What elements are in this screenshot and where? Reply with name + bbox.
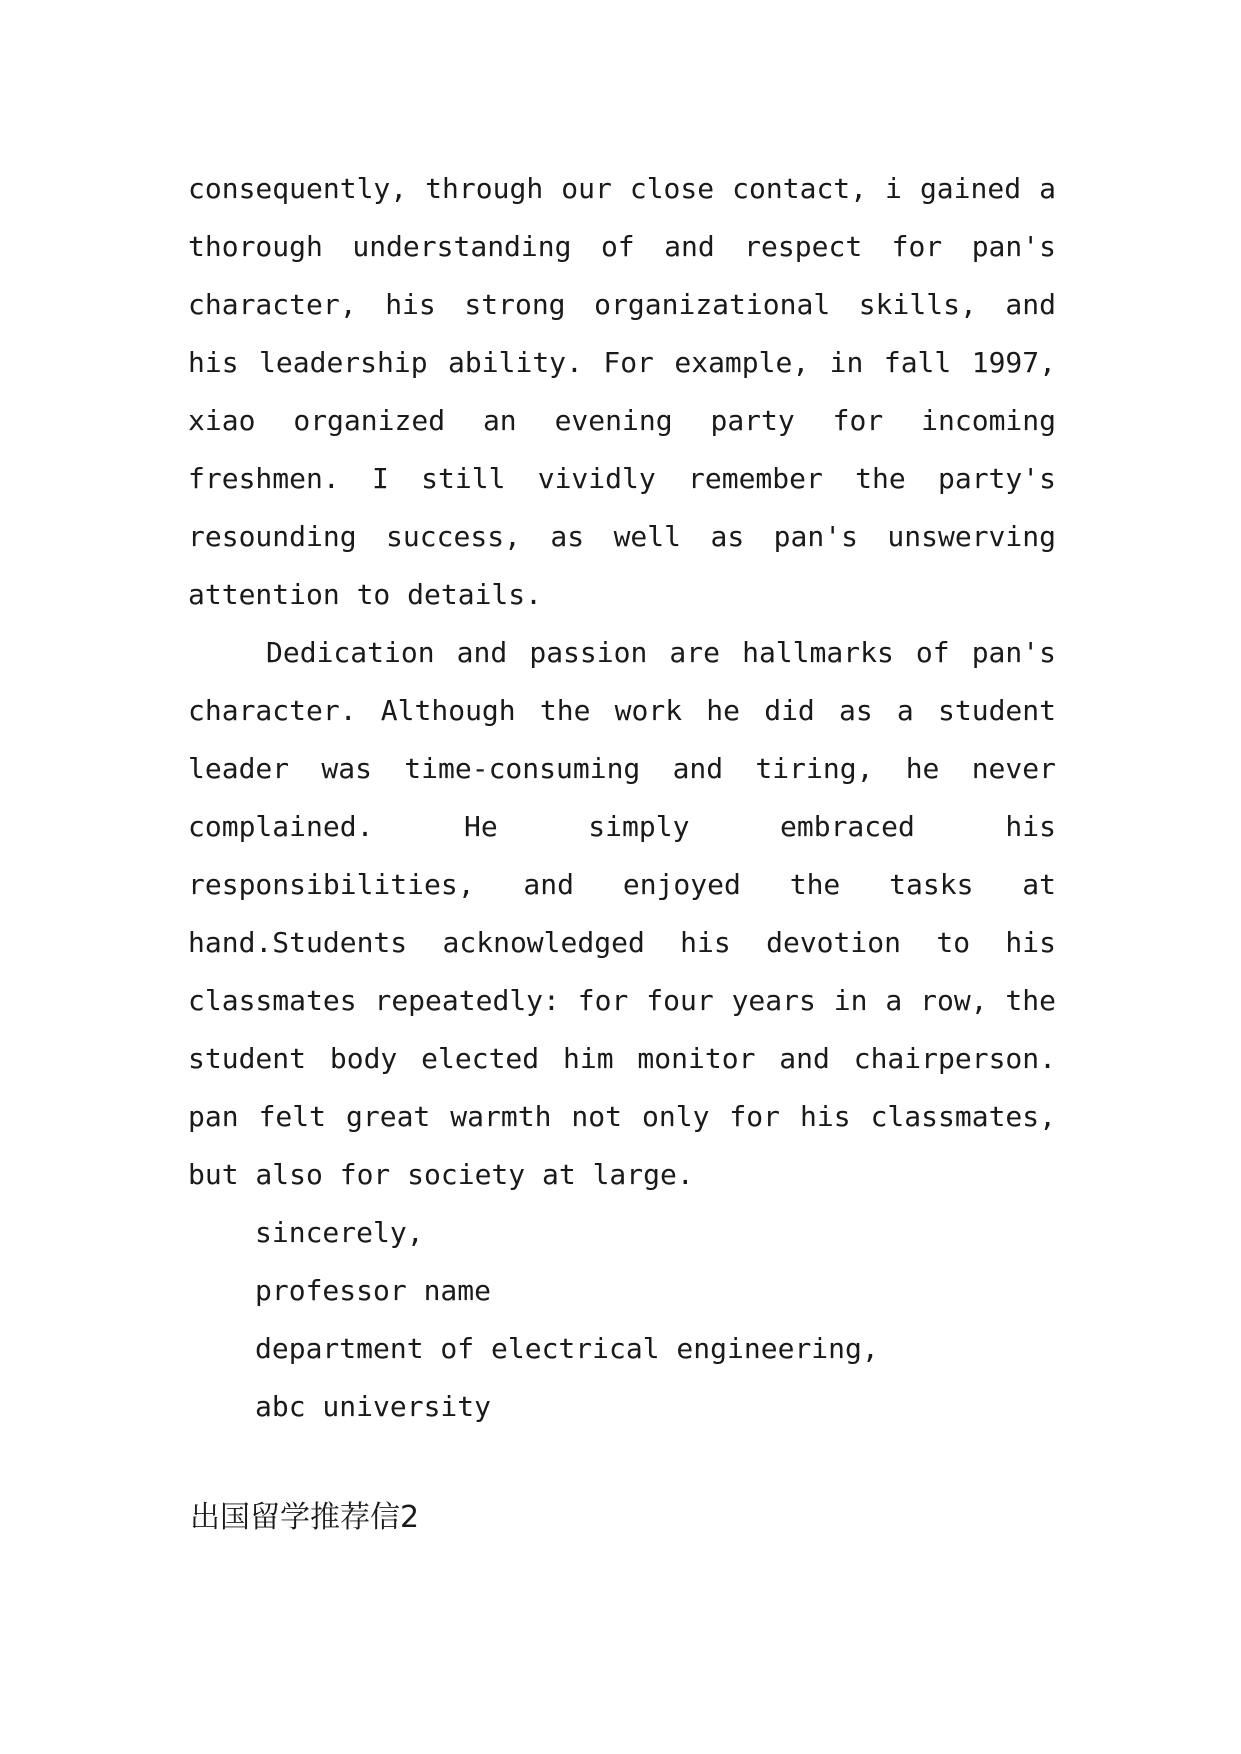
signer-university: abc university (255, 1390, 492, 1423)
signer-department: department of electrical engineering, (255, 1332, 879, 1365)
letter-paragraph-2: Dedication and passion are hallmarks of pan's character. Although the work he did as a student leader was time-consuming and tiring, he never complained. He simply embraced his responsibilities, and enjoyed the tasks at hand.Students acknowledged his devotion to his classmates repeatedly: for four years in a row, the student body elected him monitor and chairperson. pan felt great warmth not only for his classmates, but also for society at large. (188, 636, 1056, 1191)
closing-salutation: sincerely, (255, 1216, 424, 1249)
letter-body (188, 160, 1056, 1436)
next-section-title: 出国留学推荐信2 (190, 1500, 420, 1535)
letter-closing (188, 1204, 1056, 1436)
letter-paragraph-1: consequently, through our close contact, i gained a thorough understanding of and respect for pan's character, his strong organizational skills, and his leadership ability. For example, in fall 1997, xiao organized an evening party for incoming freshmen. I still vividly remember the party's resounding success, as well as pan's unswerving attention to details. (188, 172, 1056, 611)
signer-name: professor name (255, 1274, 492, 1307)
